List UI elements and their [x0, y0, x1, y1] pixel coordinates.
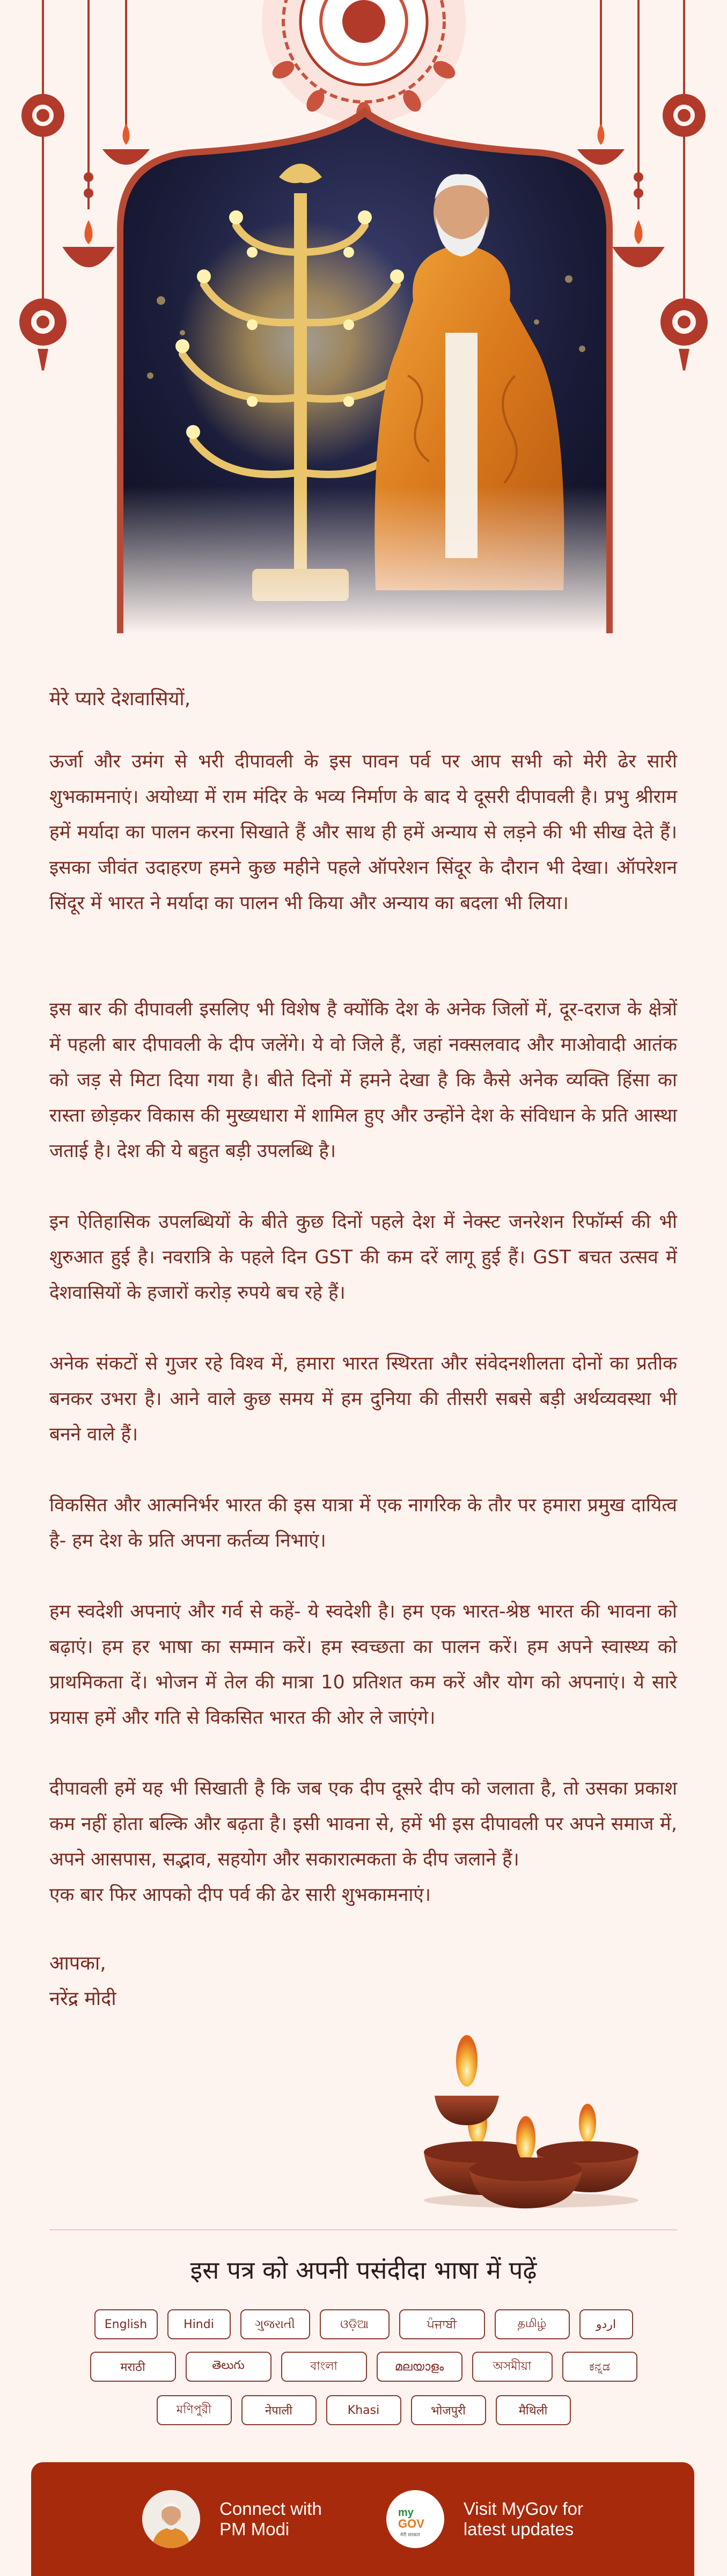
letter-paragraph: दीपावली हमें यह भी सिखाती है कि जब एक दीप दूसरे दीप को जलाता है, तो उसका प्रकाश कम नहीं होता बल्कि और बढ़ता है। इसी भावना से, हमें भी इस दीपावली पर अपने समाज में, अपने आसपास, सद्भाव, सहयोग और सकारात्मकता के दीप जलाने हैं। — [49, 1778, 677, 1870]
language-section-title: इस पत्र को अपनी पसंदीदा भाषा में पढ़ें — [190, 2256, 537, 2285]
letter-closing: आपका, — [49, 1952, 106, 1974]
language-button-bangla[interactable]: বাংলা — [281, 2352, 367, 2382]
language-button-urdu[interactable]: اردو — [579, 2309, 633, 2339]
language-row — [0, 2352, 727, 2382]
language-button-malayalam[interactable]: മലയാളം — [377, 2352, 462, 2382]
language-button-nepali[interactable]: नेपाली — [241, 2395, 317, 2425]
mygov-text — [464, 2499, 583, 2540]
hero-illustration — [0, 0, 727, 633]
svg-text:GOV: GOV — [398, 2517, 424, 2530]
diya-top — [435, 2035, 499, 2125]
letter-paragraph: एक बार फिर आपको दीप पर्व की ढेर सारी शुभकामनाएं। — [49, 1884, 431, 1906]
letter-paragraph: हम स्वदेशी अपनाएं और गर्व से कहें- ये स्वदेशी है। हम एक भारत-श्रेष्ठ भारत की भावना को बढ़ाएं। हम हर भाषा का सम्मान करें। हम स्वच्छता का पालन करें। हम अपने स्वास्थ्य को प्राथमिकता दें। भोजन में तेल की मात्रा 10 प्रतिशत कम करें और योग को अपनाएं। ये सारे प्रयास हमें और गति से विकसित भारत की ओर ले जाएंगे। — [49, 1601, 677, 1729]
connect-pm-text — [219, 2499, 322, 2540]
connect-line-2: PM Modi — [219, 2519, 290, 2539]
letter-signoff — [49, 1946, 677, 2017]
language-button-manipuri[interactable]: মণিপুরী — [157, 2395, 232, 2425]
mygov-logo-icon — [386, 2490, 444, 2548]
language-button-bhojpuri[interactable]: भोजपुरी — [411, 2395, 486, 2425]
letter-paragraph: इन ऐतिहासिक उपलब्धियों के बीते कुछ दिनों पहले देश में नेक्स्ट जनरेशन रिफॉर्म्स की भी शुरुआत हुई है। नवरात्रि के पहले दिन GST की कम दरें लागू हुई हैं। GST बचत उत्सव में देशवासियों के हजारों करोड़ रुपये बच रहे हैं। — [49, 1211, 677, 1304]
letter-salutation: मेरे प्यारे देशवासियों, — [49, 688, 191, 710]
language-button-maithili[interactable]: मैथिली — [496, 2395, 571, 2425]
language-button-marathi[interactable]: मराठी — [90, 2352, 176, 2382]
language-button-gujarati[interactable]: ગુજરાતી — [240, 2309, 310, 2339]
letter-paragraph: इस बार की दीपावली इसलिए भी विशेष है क्योंकि देश के अनेक जिलों में, दूर-दराज के क्षेत्रों में पहली बार दीपावली के दीप जलेंगे। ये वो जिले हैं, जहां नक्सलवाद और माओवादी आतंक को जड़ से मिटा दिया गया है। बीते दिनों में हमने देखा है कि कैसे अनेक व्यक्ति हिंसा का रास्ता छोड़कर विकास की मुख्यधारा में शामिल हुए और उन्होंने देश के संविधान के प्रति आस्था जताई है। देश की ये बहुत बड़ी उपलब्धि है। — [49, 999, 677, 1162]
svg-text:मेरी सरकार: मेरी सरकार — [400, 2533, 420, 2538]
connect-pm-link[interactable] — [142, 2490, 322, 2548]
section-divider — [49, 2229, 677, 2230]
language-button-kannada[interactable]: ಕನ್ನಡ — [562, 2352, 637, 2382]
language-button-khasi[interactable]: Khasi — [326, 2395, 401, 2425]
diyas-illustration — [413, 2029, 649, 2211]
language-button-odia[interactable]: ଓଡ଼ିଆ — [320, 2309, 390, 2339]
svg-text:my: my — [398, 2507, 414, 2519]
language-button-english[interactable]: English — [94, 2309, 158, 2339]
language-button-telugu[interactable]: తెలుగు — [186, 2352, 271, 2382]
letter-body — [49, 682, 677, 2017]
language-button-punjabi[interactable]: ਪੰਜਾਬੀ — [399, 2309, 485, 2339]
letter-paragraph: विकसित और आत्मनिर्भर भारत की इस यात्रा में एक नागरिक के तौर पर हमारा प्रमुख दायित्व है- हम देश के प्रति अपना कर्तव्य निभाएं। — [49, 1495, 677, 1552]
language-button-tamil[interactable]: தமிழ் — [495, 2309, 570, 2339]
letter-signature: नरेंद्र मोदी — [49, 1988, 116, 2010]
language-row — [0, 2395, 727, 2425]
language-row — [0, 2309, 727, 2339]
mandala-ornament — [262, 0, 466, 126]
mygov-link[interactable] — [386, 2490, 583, 2548]
mygov-line-2: latest updates — [463, 2519, 574, 2539]
mygov-logo — [386, 2490, 444, 2548]
pm-avatar — [142, 2490, 200, 2548]
mygov-line-1: Visit MyGov for — [463, 2499, 583, 2519]
connect-line-1: Connect with — [219, 2499, 322, 2519]
footer-bar — [31, 2462, 694, 2576]
letter-paragraph: ऊर्जा और उमंग से भरी दीपावली के इस पावन पर्व पर आप सभी को मेरी ढेर सारी शुभकामनाएं। अयोध्या में राम मंदिर के भव्य निर्माण के बाद ये दूसरी दीपावली है। प्रभु श्रीराम हमें मर्यादा का पालन करना सिखाते हैं और साथ ही हमें अन्याय से लड़ने की भी सीख देते हैं। इसका जीवंत उदाहरण हमने कुछ महीने पहले ऑपरेशन सिंदूर के दौरान भी देखा। ऑपरेशन सिंदूर में भारत ने मर्यादा का पालन भी किया और अन्याय का बदला भी लिया। — [49, 751, 677, 914]
language-button-hindi[interactable]: Hindi — [167, 2309, 231, 2339]
language-button-assamese[interactable]: অসমীয়া — [472, 2352, 553, 2382]
letter-paragraph: अनेक संकटों से गुजर रहे विश्व में, हमारा भारत स्थिरता और संवेदनशीलता दोनों का प्रतीक बनकर उभरा है। आने वाले कुछ समय में हम दुनिया की तीसरी सबसे बड़ी अर्थव्यवस्था भी बनने वाले हैं। — [49, 1353, 677, 1445]
